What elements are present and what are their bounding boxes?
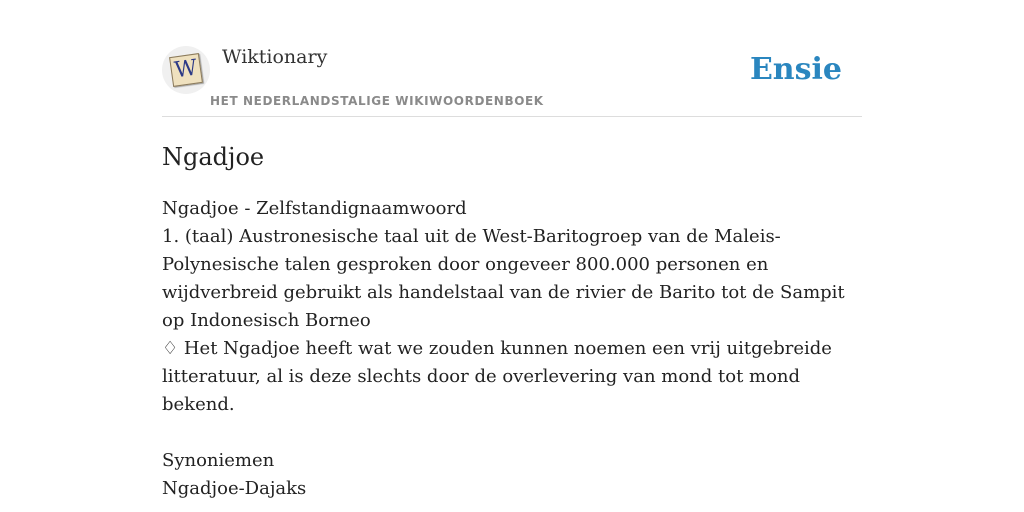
entry-content [162,195,862,503]
site-tagline: HET NEDERLANDSTALIGE WIKIWOORDENBOEK [210,94,544,108]
site-name[interactable]: Wiktionary [222,46,328,68]
page-container [162,0,862,503]
spacer [162,419,862,447]
site-header [162,0,862,117]
example-text: ♢ Het Ngadjoe heeft wat we zouden kunnen noemen een vrij uitgebreide litteratuur, al is deze slechts door de overlevering van mond tot mond bekend. [162,338,832,415]
synonyms-list: Ngadjoe-Dajaks [162,478,307,499]
page-title: Ngadjoe [162,143,265,171]
wiktionary-logo[interactable] [162,46,210,94]
synonyms-heading: Synoniemen [162,450,275,471]
wiktionary-logo-icon: W [169,53,203,87]
word-type-line: Ngadjoe - Zelfstandignaamwoord [162,198,467,219]
ensie-brand-link[interactable]: Ensie [749,52,842,87]
definition-text: 1. (taal) Austronesische taal uit de West-Baritogroep van de Maleis-Polynesische talen gesproken door ongeveer 800.000 personen en wijdverbreid gebruikt als handelstaal van de rivier de Barito tot de Sampit op Indonesisch Borneo [162,226,845,331]
